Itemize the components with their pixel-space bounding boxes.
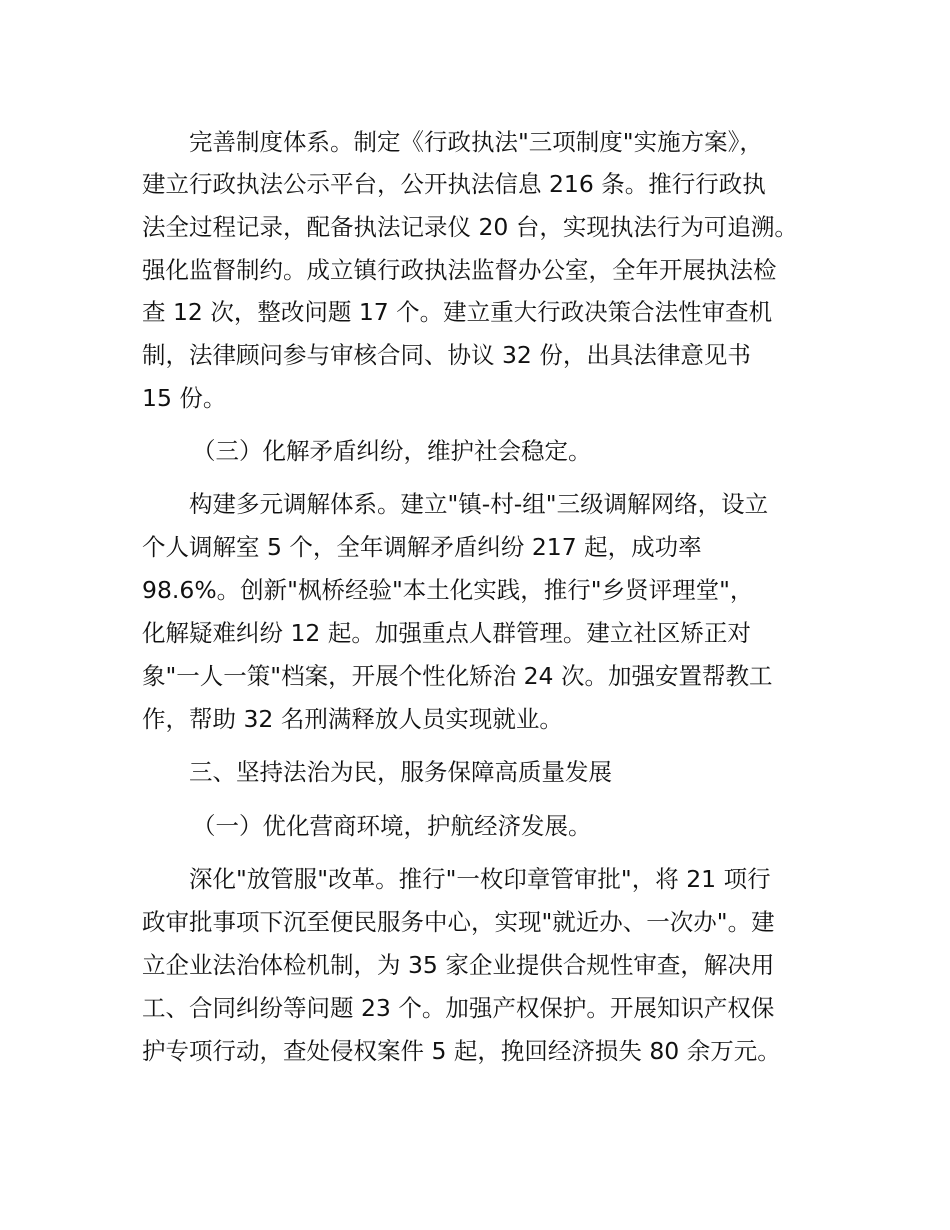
- paragraph-line: 深化"放管服"改革。推行"一枚印章管审批"，将 21 项行: [189, 865, 771, 893]
- section-subheading: （一）优化营商环境，护航经济发展。: [192, 812, 592, 840]
- paragraph-line: 强化监督制约。成立镇行政执法监督办公室，全年开展执法检: [142, 256, 777, 284]
- paragraph-line: 15 份。: [142, 384, 227, 412]
- section-heading: 三、坚持法治为民，服务保障高质量发展: [189, 758, 612, 786]
- paragraph-line: 个人调解室 5 个，全年调解矛盾纠纷 217 起，成功率: [142, 533, 702, 561]
- paragraph-line: 98.6%。创新"枫桥经验"本土化实践，推行"乡贤评理堂"，: [142, 576, 754, 604]
- paragraph-line: 制，法律顾问参与审核合同、协议 32 份，出具法律意见书: [142, 341, 751, 369]
- paragraph-line: 立企业法治体检机制，为 35 家企业提供合规性审查，解决用: [142, 951, 775, 979]
- paragraph-line: 构建多元调解体系。建立"镇-村-组"三级调解网络，设立: [189, 490, 769, 518]
- paragraph-line: 象"一人一策"档案，开展个性化矫治 24 次。加强安置帮教工: [142, 662, 773, 690]
- paragraph-line: 工、合同纠纷等问题 23 个。加强产权保护。开展知识产权保: [142, 994, 775, 1022]
- paragraph-line: 作，帮助 32 名刑满释放人员实现就业。: [142, 705, 563, 733]
- paragraph-line: 完善制度体系。制定《行政执法"三项制度"实施方案》，: [189, 128, 763, 156]
- paragraph-line: 建立行政执法公示平台，公开执法信息 216 条。推行行政执: [142, 170, 766, 198]
- paragraph-line: 化解疑难纠纷 12 起。加强重点人群管理。建立社区矫正对: [142, 619, 751, 647]
- paragraph-line: 护专项行动，查处侵权案件 5 起，挽回经济损失 80 余万元。: [142, 1037, 781, 1065]
- paragraph-line: 法全过程记录，配备执法记录仪 20 台，实现执法行为可追溯。: [142, 213, 798, 241]
- paragraph-line: 政审批事项下沉至便民服务中心，实现"就近办、一次办"。建: [142, 908, 775, 936]
- paragraph-line: 查 12 次，整改问题 17 个。建立重大行政决策合法性审查机: [142, 298, 773, 326]
- section-subheading: （三）化解矛盾纠纷，维护社会稳定。: [192, 437, 592, 465]
